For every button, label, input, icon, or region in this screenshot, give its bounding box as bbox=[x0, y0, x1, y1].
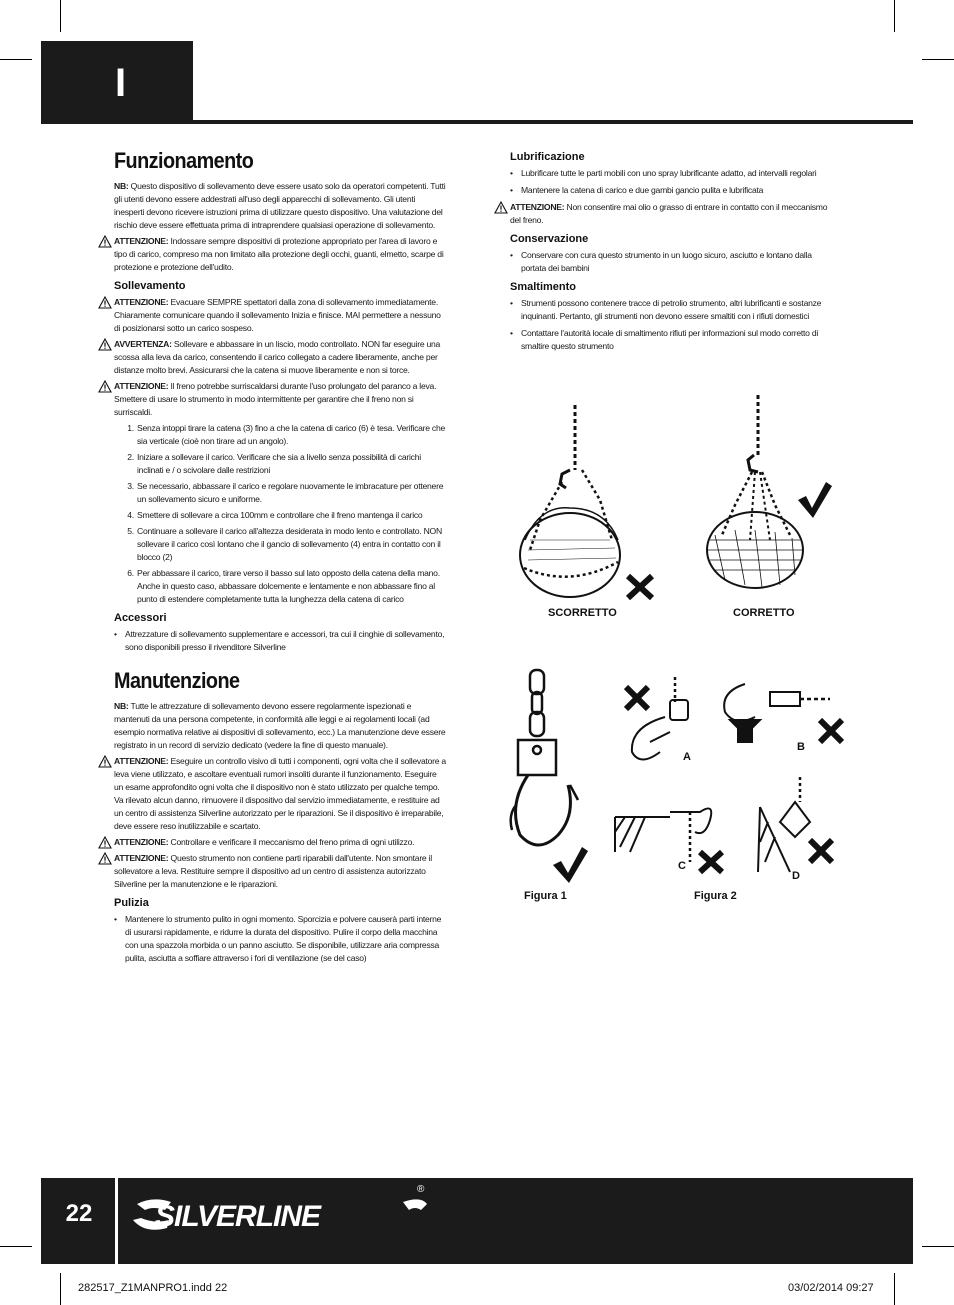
warning-paragraph bbox=[114, 836, 446, 849]
incorrect-sling-drawing bbox=[520, 405, 620, 597]
note-paragraph bbox=[114, 700, 446, 752]
figure1-caption: Figura 1 bbox=[524, 890, 567, 902]
x-icon-d bbox=[810, 840, 832, 862]
figure1-hook-illustration bbox=[498, 665, 598, 885]
list-item: • Mantenere lo strumento pulito in ogni momento. Sporcizia e polvere causerà parti interne di usurarsi rapidamente, e ridurre la durata del dispositivo. Pulire il corpo della macchina con una spazzola morbida o un panno asciutto. Se disponibile, utilizzare aria compressa pulita, asciutta a soffiare attraverso i fori di ventilazione (se del caso) bbox=[125, 913, 446, 965]
x-icon-c bbox=[700, 852, 722, 872]
warning-label: ATTENZIONE: bbox=[114, 297, 169, 307]
list-item: 2. Iniziare a sollevare il carico. Verificare che sia a livello senza possibilità di carichi inclinati e / o scivolare dalle restrizioni bbox=[136, 451, 446, 477]
x-icon-b bbox=[820, 720, 842, 742]
lifting-steps-list bbox=[114, 422, 446, 606]
crop-mark bbox=[894, 0, 895, 32]
subsection-title-sollevamento: Sollevamento bbox=[114, 280, 186, 292]
warning-text: Controllare e verificare il meccanismo del freno prima di ogni utilizzo. bbox=[168, 837, 415, 847]
warning-triangle-icon bbox=[98, 852, 112, 865]
left-column bbox=[114, 148, 446, 969]
warning-paragraph bbox=[114, 755, 446, 833]
brand-logo bbox=[131, 1190, 431, 1238]
page-number: 22 bbox=[65, 1200, 93, 1227]
warning-text: Il freno potrebbe surriscaldarsi durante l'uso prolungato del paranco a leva. Smettere di usare lo strumento in modo intermittente per garantire che il freno non si surriscaldi. bbox=[114, 381, 437, 417]
right-column bbox=[510, 151, 830, 357]
correct-check-icon bbox=[798, 482, 832, 518]
note-text: Questo dispositivo di sollevamento deve essere usato solo da operatori competenti. Tutti gli utenti devono essere addestrati all'uso degli apparecchi di sollevamento. Gli utenti inesperti devono ricevere istruzioni prima di utilizzare questo dispositivo. Una valutazione del rischio deve essere effettuata prima di intraprendere qualsiasi operazione di sollevamento. bbox=[114, 181, 446, 230]
note-text: Tutte le attrezzature di sollevamento devono essere regolarmente ispezionati e mantenuti da una persona competente, in conformità alle leggi e ai regolamenti locali (ad esempio normativa relative ai dispositivi di sollevamento, ecc.) La manutenzione deve essere registrato in un record di servizio dedicato (vedere la fine di questo manuale). bbox=[114, 701, 446, 750]
crop-mark bbox=[0, 1246, 32, 1247]
warning-label: ATTENZIONE: bbox=[510, 202, 565, 212]
list-item: • Strumenti possono contenere tracce di petrolio strumento, altri lubrificanti e sostanze inquinanti. Pertanto, gli strumenti non devono essere smaltiti con i rifiuti domestici bbox=[521, 297, 830, 323]
warning-label: ATTENZIONE: bbox=[114, 756, 169, 766]
subsection-title-accessori: Accessori bbox=[114, 612, 167, 624]
label-d: D bbox=[792, 870, 800, 882]
warning-triangle-icon bbox=[98, 755, 112, 768]
brand-wordmark: SILVERLINE bbox=[155, 1200, 321, 1233]
list-item: 1. Senza intoppi tirare la catena (3) fino a che la catena di carico (6) è tesa. Verificare che sia verticale (cioè non tirare ad un angolo). bbox=[136, 422, 446, 448]
storage-list bbox=[510, 249, 830, 275]
list-item: • Lubrificare tutte le parti mobili con uno spray lubrificante adatto, ad intervalli regolari bbox=[521, 167, 830, 180]
warning-triangle-icon bbox=[494, 201, 508, 214]
header-rule bbox=[41, 120, 913, 124]
crop-mark bbox=[60, 0, 61, 32]
figure2-hook-misuse-illustration bbox=[610, 672, 850, 887]
accessories-list bbox=[114, 628, 446, 654]
list-item: • Mantenere la catena di carico e due gambi gancio pulita e lubrificata bbox=[521, 184, 830, 197]
incorrect-x-icon bbox=[628, 576, 652, 598]
list-item: • Conservare con cura questo strumento in un luogo sicuro, asciutto e lontano dalla portata dei bambini bbox=[521, 249, 830, 275]
label-correct: CORRETTO bbox=[733, 607, 795, 619]
warning-label: ATTENZIONE: bbox=[114, 236, 169, 246]
registered-mark: ® bbox=[417, 1184, 425, 1195]
subsection-title-conservazione: Conservazione bbox=[510, 233, 589, 245]
list-item: • Attrezzature di sollevamento supplementare e accessori, tra cui il cinghie di sollevamento, sono disponibili presso il rivenditore Silverline bbox=[125, 628, 446, 654]
lubrication-list bbox=[510, 167, 830, 197]
warning-triangle-icon bbox=[98, 380, 112, 393]
section-title-manutenzione: Manutenzione bbox=[114, 668, 240, 693]
warning-triangle-icon bbox=[98, 296, 112, 309]
cleaning-list bbox=[114, 913, 446, 965]
x-icon-a bbox=[626, 687, 648, 709]
label-c: C bbox=[678, 860, 686, 872]
warning-paragraph bbox=[114, 235, 446, 274]
label-a: A bbox=[683, 751, 691, 763]
warning-triangle-icon bbox=[98, 338, 112, 351]
warning-text: Sollevare e abbassare in un liscio, modo controllato. NON far eseguire una scossa alla leva da carico, consentendo il carico collegato a cadere liberamente, anche per distanze molto brevi. Assicurarsi che la catena si muove liberamente e non si torce. bbox=[114, 339, 441, 375]
warning-label: AVVERTENZA: bbox=[114, 339, 172, 349]
section-title-funzionamento: Funzionamento bbox=[114, 148, 254, 173]
subsection-title-pulizia: Pulizia bbox=[114, 897, 149, 909]
warning-label: ATTENZIONE: bbox=[114, 837, 169, 847]
correct-sling-drawing bbox=[707, 395, 803, 588]
label-incorrect: SCORRETTO bbox=[548, 607, 617, 619]
warning-text: Indossare sempre dispositivi di protezione appropriato per l'area di lavoro e tipo di carico, compreso ma non limitato alla protezione degli occhi, guanti, elmetto, scarpe di protezione e protezione dell'udito. bbox=[114, 236, 444, 272]
warning-paragraph bbox=[114, 852, 446, 891]
warning-text: Evacuare SEMPRE spettatori dalla zona di sollevamento immediatamente. Chiaramente comunicare quando il sollevamento Inizia e finisce. MAI permettere a nessuno di posizionarsi sotto un carico sospeso. bbox=[114, 297, 441, 333]
warning-text: Non consentire mai olio o grasso di entrare in contatto con il meccanismo del freno. bbox=[510, 202, 828, 225]
warning-text: Questo strumento non contiene parti riparabili dall'utente. Non smontare il sollevatore a leva. Restituire sempre il dispositivo ad un centro di assistenza autorizzato Silverline per la manutenzione e le riparazioni. bbox=[114, 853, 432, 889]
warning-paragraph bbox=[114, 338, 446, 377]
warning-paragraph bbox=[510, 201, 830, 227]
crop-mark bbox=[60, 1273, 61, 1305]
subsection-title-smaltimento: Smaltimento bbox=[510, 281, 577, 293]
subsection-title-lubrificazione: Lubrificazione bbox=[510, 151, 585, 163]
file-slug: 282517_Z1MANPRO1.indd 22 bbox=[78, 1282, 228, 1294]
list-item: 6. Per abbassare il carico, tirare verso il basso sul lato opposto della catena della mano. Anche in questo caso, abbassare dolcemente e lentamente e non abbassare fino al punto di estendere completamente tutta la lunghezza della catena di carico bbox=[136, 567, 446, 606]
language-tab bbox=[41, 41, 193, 124]
misuse-b-drawing bbox=[724, 684, 830, 742]
footer-bar bbox=[41, 1178, 913, 1264]
disposal-list bbox=[510, 297, 830, 353]
crop-mark bbox=[922, 1246, 954, 1247]
crop-mark bbox=[922, 59, 954, 60]
language-code: I bbox=[115, 61, 127, 105]
crop-mark bbox=[894, 1273, 895, 1305]
note-label: NB: bbox=[114, 181, 129, 191]
list-item: 3. Se necessario, abbassare il carico e regolare nuovamente le imbracature per ottenere un sollevamento sicuro e uniforme. bbox=[136, 480, 446, 506]
note-label: NB: bbox=[114, 701, 129, 711]
list-item: • Contattare l'autorità locale di smaltimento rifiuti per informazioni sul modo corretto di smaltire questo strumento bbox=[521, 327, 830, 353]
warning-triangle-icon bbox=[98, 836, 112, 849]
warning-label: ATTENZIONE: bbox=[114, 381, 169, 391]
figure2-caption: Figura 2 bbox=[694, 890, 737, 902]
note-paragraph bbox=[114, 180, 446, 232]
warning-triangle-icon bbox=[98, 235, 112, 248]
warning-text: Eseguire un controllo visivo di tutti i componenti, ogni volta che il sollevatore a leva viene utilizzato, e ascoltare eventuali rumori insoliti durante il funzionamento. Eseguire un esame approfondito ogni volta che il dispositivo non è stato utilizzato per qualche tempo. Va rilevato alcun danno, rimuovere il dispositivo dal servizio immediatamente, e restituire ad un centro di assistenza Silverline autorizzato per le riparazioni. Se il dispositivo è irreparabile, deve essere reso inutilizzabile e scartato. bbox=[114, 756, 446, 831]
sling-comparison-illustration bbox=[500, 390, 840, 605]
misuse-c-drawing bbox=[615, 808, 711, 862]
footer-separator bbox=[115, 1178, 118, 1264]
warning-paragraph bbox=[114, 380, 446, 419]
check-icon bbox=[553, 847, 588, 883]
list-item: 5. Continuare a sollevare il carico all'altezza desiderata in modo lento e controllato. NON sollevare il carico così lontano che il gancio di sollevamento (4) entra in contatto con il blocco (2) bbox=[136, 525, 446, 564]
label-b: B bbox=[797, 741, 805, 753]
misuse-a-drawing bbox=[632, 677, 688, 760]
print-date: 03/02/2014 09:27 bbox=[788, 1282, 874, 1294]
warning-paragraph bbox=[114, 296, 446, 335]
crop-mark bbox=[0, 59, 32, 60]
misuse-d-drawing bbox=[758, 777, 810, 872]
warning-label: ATTENZIONE: bbox=[114, 853, 169, 863]
list-item: 4. Smettere di sollevare a circa 100mm e controllare che il freno mantenga il carico bbox=[136, 509, 446, 522]
